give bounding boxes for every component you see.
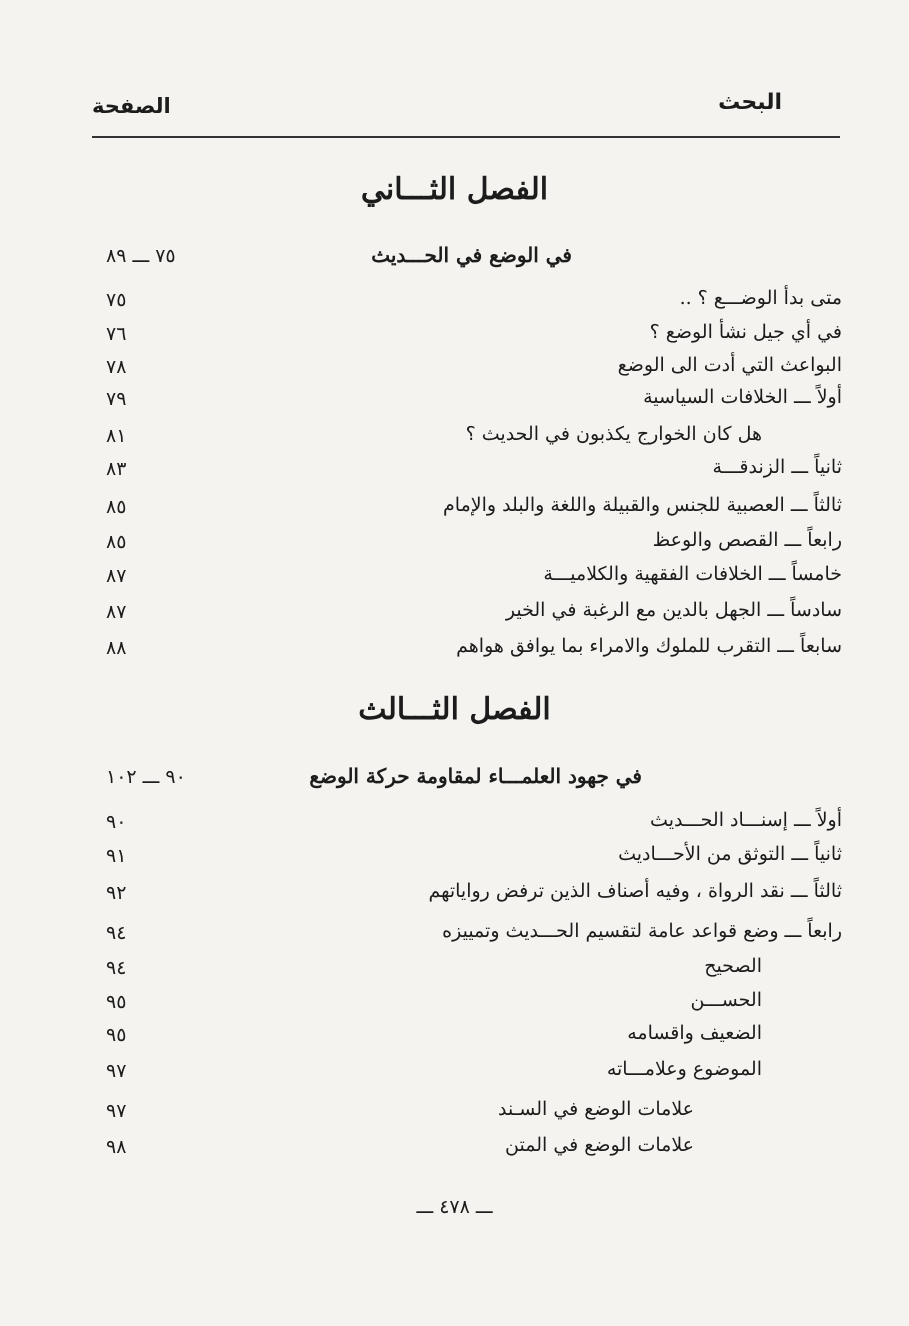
toc-entry: ثالثاً ـــ العصبية للجنس والقبيلة واللغة والبلد والإمام ٨٥	[106, 494, 842, 518]
toc-page-number: ٩٨	[106, 1136, 127, 1158]
toc-entry: البواعث التي أدت الى الوضع ٧٨	[106, 354, 842, 378]
toc-page-number: ٩٤	[106, 957, 127, 979]
toc-page-number: ٨٨	[106, 637, 127, 659]
toc-entry: الصحيح ٩٤	[106, 955, 762, 979]
toc-entry: علامات الوضع في المتن ٩٨	[106, 1134, 694, 1158]
chapter-3-page-range: ٩٠ ـــ ١٠٢	[106, 766, 186, 788]
toc-entry: في أي جيل نشأ الوضع ؟ ٧٦	[106, 321, 842, 345]
chapter-3-subtitle: في جهود العلمـــاء لمقاومة حركة الوضع	[309, 764, 642, 788]
toc-page-number: ٩٤	[106, 922, 127, 944]
toc-page-number: ٩٢	[106, 882, 127, 904]
toc-page-number: ٧٦	[106, 323, 127, 345]
chapter-3-subtitle-row	[92, 764, 842, 798]
toc-entry: ثالثاً ـــ نقد الرواة ، وفيه أصناف الذين ترفض رواياتهم ٩٢	[106, 880, 842, 904]
toc-page-number: ٨٥	[106, 531, 127, 553]
toc-entry: سابعاً ـــ التقرب للملوك والامراء بما يوافق هواهم ٨٨	[106, 635, 842, 659]
toc-page-number: ٨٣	[106, 458, 127, 480]
toc-entry: ثانياً ـــ الزندقـــة ٨٣	[106, 456, 842, 480]
toc-page-number: ٩٧	[106, 1060, 127, 1082]
chapter-2-page-range: ٧٥ ـــ ٨٩	[106, 245, 176, 267]
toc-entry: هل كان الخوارج يكذبون في الحديث ؟ ٨١	[106, 423, 762, 447]
toc-entry: أولاً ـــ الخلافات السياسية ٧٩	[106, 386, 842, 410]
chapter-2-subtitle-row	[92, 243, 842, 277]
toc-entry: الضعيف واقسامه ٩٥	[106, 1022, 762, 1046]
chapter-2-subtitle: في الوضع في الحـــديث	[371, 243, 572, 267]
toc-page-number: ٧٥	[106, 289, 127, 311]
toc-entry: الموضوع وعلامـــاته ٩٧	[106, 1058, 762, 1082]
toc-page-number: ٧٨	[106, 356, 127, 378]
chapter-2-title: الفصل الثـــاني	[360, 172, 549, 207]
toc-entry: متى بدأ الوضـــع ؟ .. ٧٥	[106, 287, 842, 311]
page-number-footer: ـــ ٤٧٨ ـــ	[416, 1196, 493, 1218]
toc-entry: رابعاً ـــ وضع قواعد عامة لتقسيم الحـــديث وتمييزه ٩٤	[106, 920, 842, 944]
toc-entry: رابعاً ـــ القصص والوعظ ٨٥	[106, 529, 842, 553]
toc-page-number: ٨٥	[106, 496, 127, 518]
toc-page-number: ٩٠	[106, 811, 127, 833]
toc-page-number: ٩٥	[106, 991, 127, 1013]
header-divider	[92, 136, 840, 138]
toc-page-number: ٩٥	[106, 1024, 127, 1046]
toc-entry: خامساً ـــ الخلافات الفقهية والكلاميـــة ٨٧	[106, 563, 842, 587]
column-heading-topic: البحث	[718, 90, 782, 115]
toc-page-number: ٨١	[106, 425, 127, 447]
toc-page-number: ٨٧	[106, 601, 127, 623]
toc-entry: علامات الوضع في السـند ٩٧	[106, 1098, 694, 1122]
toc-page-number: ٩١	[106, 845, 127, 867]
toc-page-number: ٧٩	[106, 388, 127, 410]
chapter-3-title: الفصل الثـــالث	[358, 692, 551, 727]
toc-page-number: ٨٧	[106, 565, 127, 587]
column-heading-page: الصفحة	[92, 94, 171, 118]
toc-entry: ثانياً ـــ التوثق من الأحـــاديث ٩١	[106, 843, 842, 867]
toc-entry: أولاً ـــ إسنـــاد الحـــديث ٩٠	[106, 809, 842, 833]
toc-entry: سادساً ـــ الجهل بالدين مع الرغبة في الخير ٨٧	[106, 599, 842, 623]
toc-entry: الحســـن ٩٥	[106, 989, 762, 1013]
toc-page-number: ٩٧	[106, 1100, 127, 1122]
